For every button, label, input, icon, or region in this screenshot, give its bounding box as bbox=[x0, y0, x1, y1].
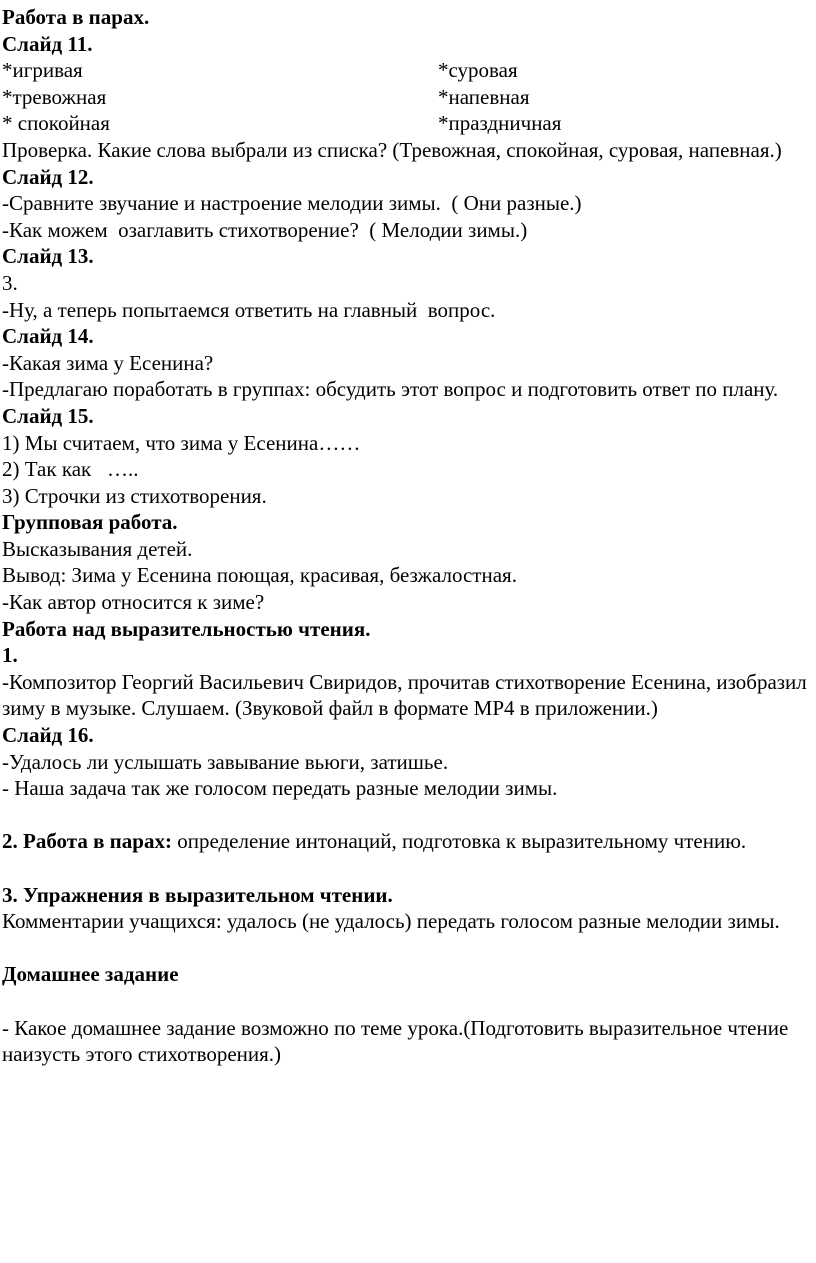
paragraph-line: -Как можем озаглавить стихотворение? ( Мелодии зимы.) bbox=[2, 217, 528, 242]
paragraph-line: Высказывания детей. bbox=[2, 536, 193, 561]
check-paragraph: Проверка. Какие слова выбрали из списка? (Тревожная, спокойная, суровая, напевная.) bbox=[2, 137, 782, 162]
composer-paragraph: -Композитор Георгий Васильевич Свиридов, прочитав стихотворение Есенина, изобразил зиму в музыке. Слушаем. (Звуковой файл в формате МР4 в приложении.) bbox=[2, 669, 807, 721]
pairs-work-label: 2. Работа в парах: bbox=[2, 829, 172, 854]
plan-item: 1) Мы считаем, что зима у Есенина…… bbox=[2, 430, 361, 455]
pairs-work-paragraph bbox=[2, 828, 808, 855]
word-list-row bbox=[2, 110, 808, 137]
slide-13-heading: Слайд 13. bbox=[2, 244, 94, 269]
blank-line bbox=[2, 988, 808, 1015]
paragraph-line: Вывод: Зима у Есенина поющая, красивая, безжалостная. bbox=[2, 563, 517, 588]
paragraph-line: -Предлагаю поработать в группах: обсудить этот вопрос и подготовить ответ по плану. bbox=[2, 377, 779, 402]
word-option: *суровая bbox=[438, 58, 518, 83]
slide-12-heading: Слайд 12. bbox=[2, 164, 94, 189]
blank-line bbox=[2, 935, 808, 962]
paragraph-line: -Сравните звучание и настроение мелодии зимы. ( Они разные.) bbox=[2, 191, 582, 216]
plan-item: 2) Так как ….. bbox=[2, 457, 139, 482]
paragraph-line: -Как автор относится к зиме? bbox=[2, 590, 265, 615]
heading-pairs-work: Работа в парах. bbox=[2, 5, 150, 29]
expressive-reading-heading: Работа над выразительностью чтения. bbox=[2, 616, 371, 641]
group-work-heading: Групповая работа. bbox=[2, 510, 178, 535]
blank-line bbox=[2, 855, 808, 882]
word-option: *праздничная bbox=[438, 111, 562, 136]
slide-14-heading: Слайд 14. bbox=[2, 324, 94, 349]
exercises-heading: 3. Упражнения в выразительном чтении. bbox=[2, 882, 393, 907]
word-option: *игривая bbox=[2, 58, 83, 83]
slide-15-heading: Слайд 15. bbox=[2, 403, 94, 428]
word-option: *тревожная bbox=[2, 84, 107, 109]
word-list-row bbox=[2, 84, 808, 111]
plan-item: 3) Строчки из стихотворения. bbox=[2, 483, 267, 508]
slide-16-heading: Слайд 16. bbox=[2, 723, 94, 748]
pairs-work-text: определение интонаций, подготовка к выразительному чтению. bbox=[171, 829, 747, 854]
paragraph-line: 3. bbox=[2, 270, 18, 295]
paragraph-line: -Ну, а теперь попытаемся ответить на главный вопрос. bbox=[2, 297, 496, 322]
word-list-row bbox=[2, 57, 808, 84]
paragraph-line: - Наша задача так же голосом передать разные мелодии зимы. bbox=[2, 776, 558, 801]
word-option: * спокойная bbox=[2, 111, 110, 136]
paragraph-line: -Удалось ли услышать завывание вьюги, затишье. bbox=[2, 749, 449, 774]
slide-11-heading: Слайд 11. bbox=[2, 31, 93, 56]
comments-paragraph: Комментарии учащихся: удалось (не удалось) передать голосом разные мелодии зимы. bbox=[2, 909, 780, 934]
item-number: 1. bbox=[2, 643, 18, 668]
paragraph-line: -Какая зима у Есенина? bbox=[2, 350, 214, 375]
homework-heading: Домашнее задание bbox=[2, 962, 179, 987]
blank-line bbox=[2, 802, 808, 829]
homework-paragraph: - Какое домашнее задание возможно по теме урока.(Подготовить выразительное чтение наизусть этого стихотворения.) bbox=[2, 1015, 789, 1067]
word-option: *напевная bbox=[438, 84, 530, 109]
